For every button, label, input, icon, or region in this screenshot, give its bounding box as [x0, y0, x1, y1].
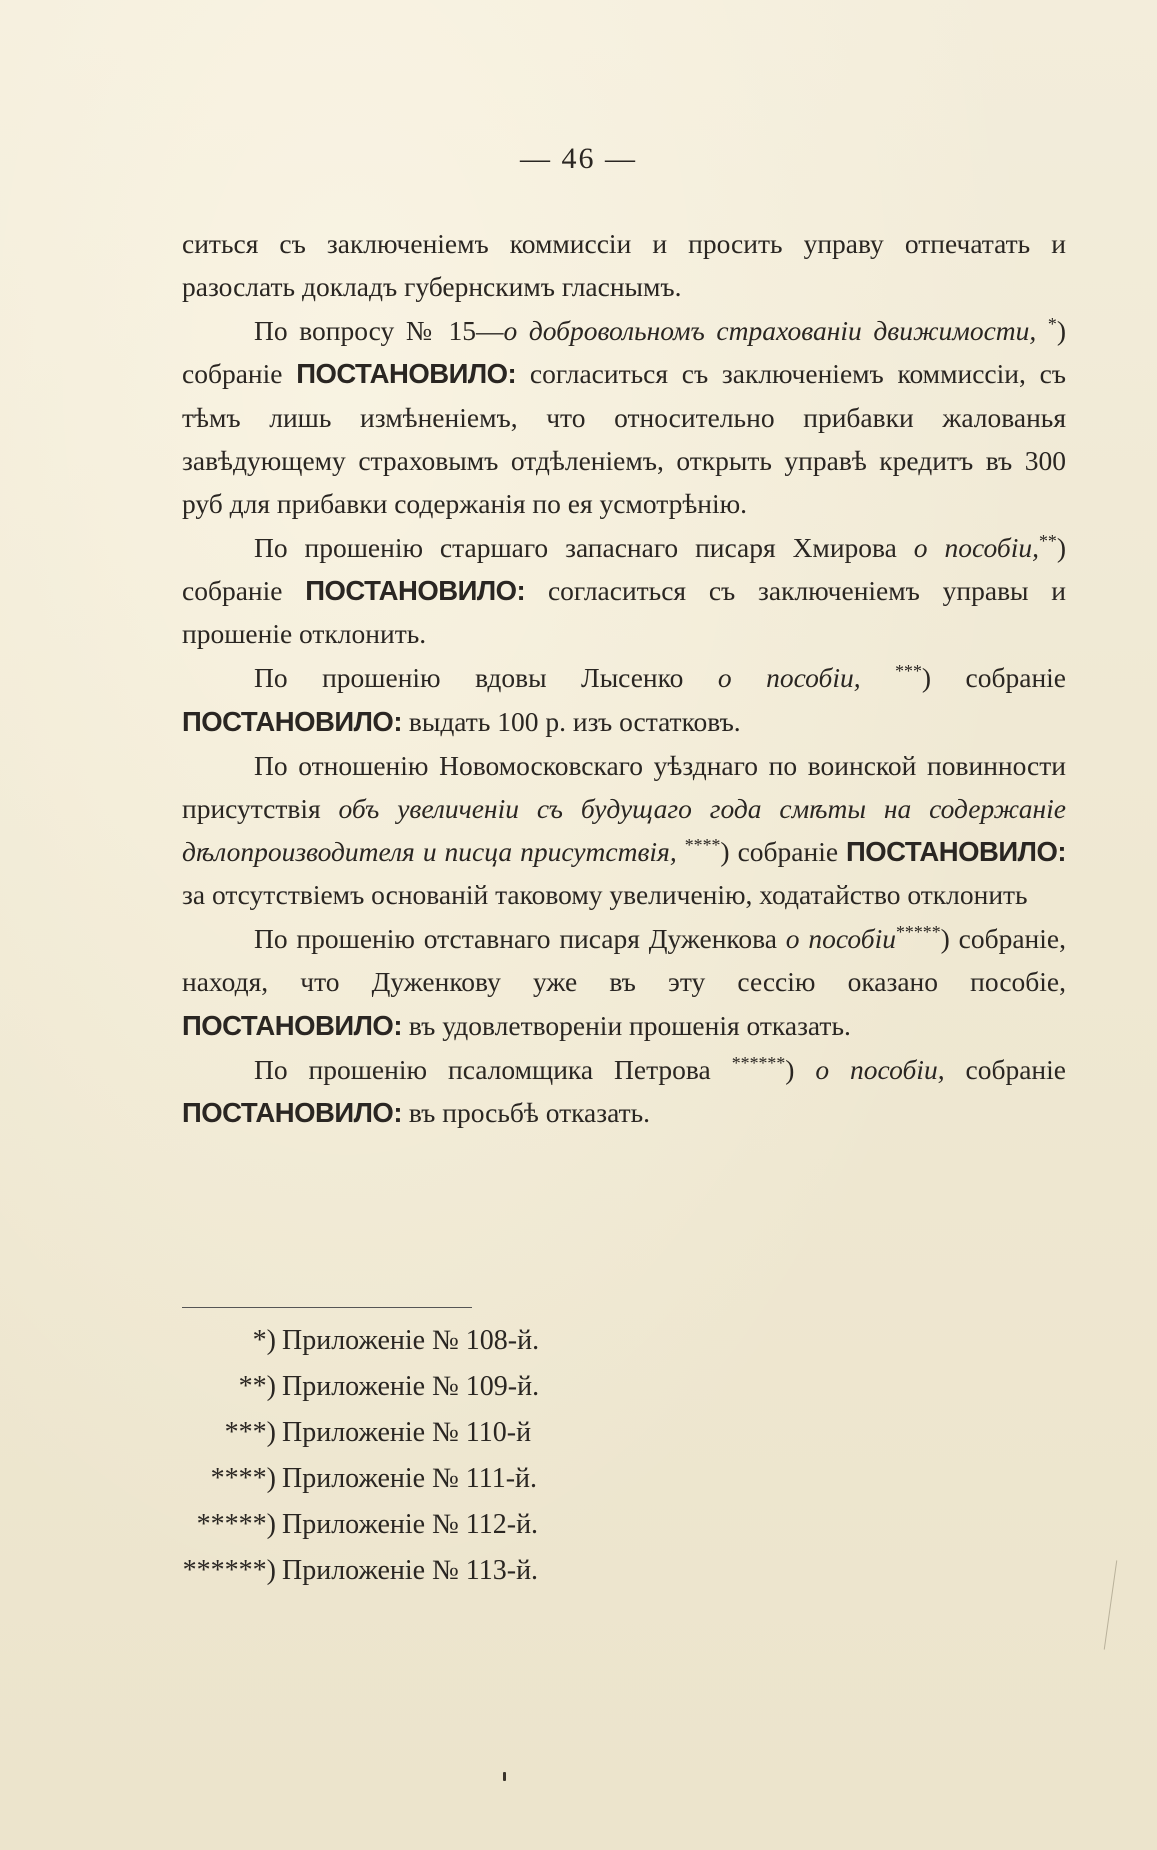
footnote-ref: **	[1038, 530, 1057, 551]
paragraph-3-mid: собраніе	[182, 575, 306, 607]
footnote-text: Приложеніе № 113-й.	[282, 1555, 539, 1586]
paragraph-5-mid: собраніе	[729, 836, 847, 868]
footnote-text: Приложеніе № 111-й.	[282, 1463, 538, 1494]
paragraph-3: По прошенію старшаго запаснаго писаря Хмирова о пособіи,**) собраніе ПОСТАНОВИЛО: согласиться съ заключеніемъ управы и прошеніе отклонить.	[182, 530, 1066, 650]
paragraph-4: По прошенію вдовы Лысенко о пособіи, ***) собраніе ПОСТАНОВИЛО: выдать 100 р. изъ остатковъ.	[182, 661, 1067, 737]
paragraph-5-title: объ увеличеніи съ будущаго года смѣты на содержаніе дѣлопроизводителя и писца присутствія,	[182, 792, 1066, 868]
paragraph-6-title: о пособіи	[785, 923, 896, 955]
paragraph-4-pre: По прошенію вдовы Лысенко	[254, 662, 718, 694]
paragraph-4-post: выдать 100 р. изъ остатковъ.	[401, 705, 741, 737]
footnote-mark: *)	[252, 1325, 276, 1356]
decision-label: ПОСТАНОВИЛО:	[182, 1009, 402, 1041]
paragraph-6-mid: собраніе, находя, что Дуженкову уже въ эту сессію оказано пособіе,	[182, 923, 1066, 998]
decision-label: ПОСТАНОВИЛО:	[846, 836, 1067, 868]
paragraph-7-title: о пособіи,	[815, 1053, 945, 1085]
paragraph-7-post: въ просьбѣ отказать.	[401, 1096, 651, 1128]
paper-crease	[1104, 1560, 1118, 1649]
body-text	[182, 222, 1066, 1135]
paragraph-7: По прошенію псаломщика Петрова ******) о пособіи, собраніе ПОСТАНОВИЛО: въ просьбѣ отказать.	[182, 1052, 1066, 1128]
footnote-item	[150, 1502, 650, 1548]
footnote-text: Приложеніе № 108-й.	[282, 1325, 540, 1356]
page-number: — 46 —	[520, 142, 637, 175]
paragraph-2-pre: По вопросу № 15—	[254, 315, 504, 347]
paragraph-1-text: ситься съ заключеніемъ коммиссіи и просить управу отпечатать и разослать докладъ губернскимъ гласнымъ.	[182, 228, 1066, 303]
footnote-divider	[182, 1307, 472, 1308]
paragraph-5-pre: По отношенію Новомосковскаго уѣзднаго по воинской повинности присутствія	[182, 749, 1066, 824]
decision-label: ПОСТАНОВИЛО:	[182, 1096, 402, 1128]
decision-label: ПОСТАНОВИЛО:	[182, 705, 402, 737]
paragraph-6: По прошенію отставнаго писаря Дуженкова о пособіи*****) собраніе, находя, что Дуженкову уже въ эту сессію оказано пособіе, ПОСТАНОВИЛО: въ удовлетвореніи прошенія отказать.	[182, 922, 1066, 1041]
paragraph-3-post: согласиться съ заключеніемъ управы и прошеніе отклонить.	[182, 575, 1066, 650]
paragraph-4-mid: собраніе	[931, 662, 1067, 694]
footnote-ref: ******	[731, 1052, 786, 1073]
footnote-text: Приложеніе № 112-й.	[282, 1509, 539, 1540]
footnote-ref: *	[1047, 314, 1057, 335]
paragraph-6-pre: По прошенію отставнаго писаря Дуженкова	[254, 923, 786, 955]
footnote-item	[150, 1456, 650, 1502]
footnote-item	[150, 1548, 650, 1594]
footnote-item	[150, 1364, 650, 1410]
paragraph-7-pre: По прошенію псаломщика Петрова	[254, 1053, 732, 1085]
footnote-mark: **)	[238, 1371, 276, 1402]
paragraph-2-post: согласиться съ заключеніемъ коммиссіи, съ тѣмъ лишь измѣненіемъ, что относительно прибавки жалованья завѣдующему страховымъ отдѣленіемъ, открыть управѣ кредитъ въ 300 руб для прибавки содержанія по ея усмотрѣнію.	[182, 358, 1067, 520]
footnote-item	[150, 1318, 650, 1364]
ink-speck	[503, 1772, 506, 1781]
footnotes	[150, 1318, 650, 1594]
footnote-mark: ****)	[210, 1463, 276, 1494]
decision-label: ПОСТАНОВИЛО:	[305, 575, 526, 607]
footnote-ref: *****	[896, 922, 941, 943]
paragraph-2-mid: собраніе	[182, 358, 297, 390]
footnote-mark: *****)	[196, 1509, 276, 1540]
footnote-mark: ******)	[182, 1555, 276, 1586]
footnote-mark: ***)	[224, 1417, 276, 1448]
decision-label: ПОСТАНОВИЛО:	[296, 358, 517, 390]
paragraph-5-post: за отсутствіемъ основаній таковому увеличенію, ходатайство отклонить	[182, 879, 1028, 911]
paragraph-2-title: о добровольномъ страхованіи движимости,	[503, 315, 1037, 347]
footnote-ref: ****	[684, 834, 721, 855]
paragraph-6-post: въ удовлетвореніи прошенія отказать.	[401, 1009, 851, 1041]
paragraph-5: По отношенію Новомосковскаго уѣзднаго по воинской повинности присутствія объ увеличеніи съ будущаго года смѣты на содержаніе дѣлопроизводителя и писца присутствія, ****) собраніе ПОСТАНОВИЛО: за отсутствіемъ основаній таковому увеличенію, ходатайство отклонить	[182, 749, 1067, 911]
footnote-item	[150, 1410, 650, 1456]
paragraph-1	[182, 222, 1066, 308]
paragraph-4-title: о пособіи,	[717, 662, 861, 694]
paragraph-7-mid: собраніе	[944, 1053, 1066, 1085]
footnote-text: Приложеніе № 110-й	[282, 1417, 532, 1448]
paragraph-3-title: о пособіи,	[913, 532, 1039, 564]
footnote-ref: ***	[895, 661, 922, 682]
paragraph-3-pre: По прошенію старшаго запаснаго писаря Хмирова	[254, 532, 914, 564]
paragraph-2: По вопросу № 15—о добровольномъ страхованіи движимости, *) собраніе ПОСТАНОВИЛО: согласиться съ заключеніемъ коммиссіи, съ тѣмъ лишь измѣненіемъ, что относительно прибавки жалованья завѣдующему страховымъ отдѣленіемъ, открыть управѣ кредитъ въ 300 руб для прибавки содержанія по ея усмотрѣнію.	[182, 314, 1067, 520]
footnote-text: Приложеніе № 109-й.	[282, 1371, 540, 1402]
